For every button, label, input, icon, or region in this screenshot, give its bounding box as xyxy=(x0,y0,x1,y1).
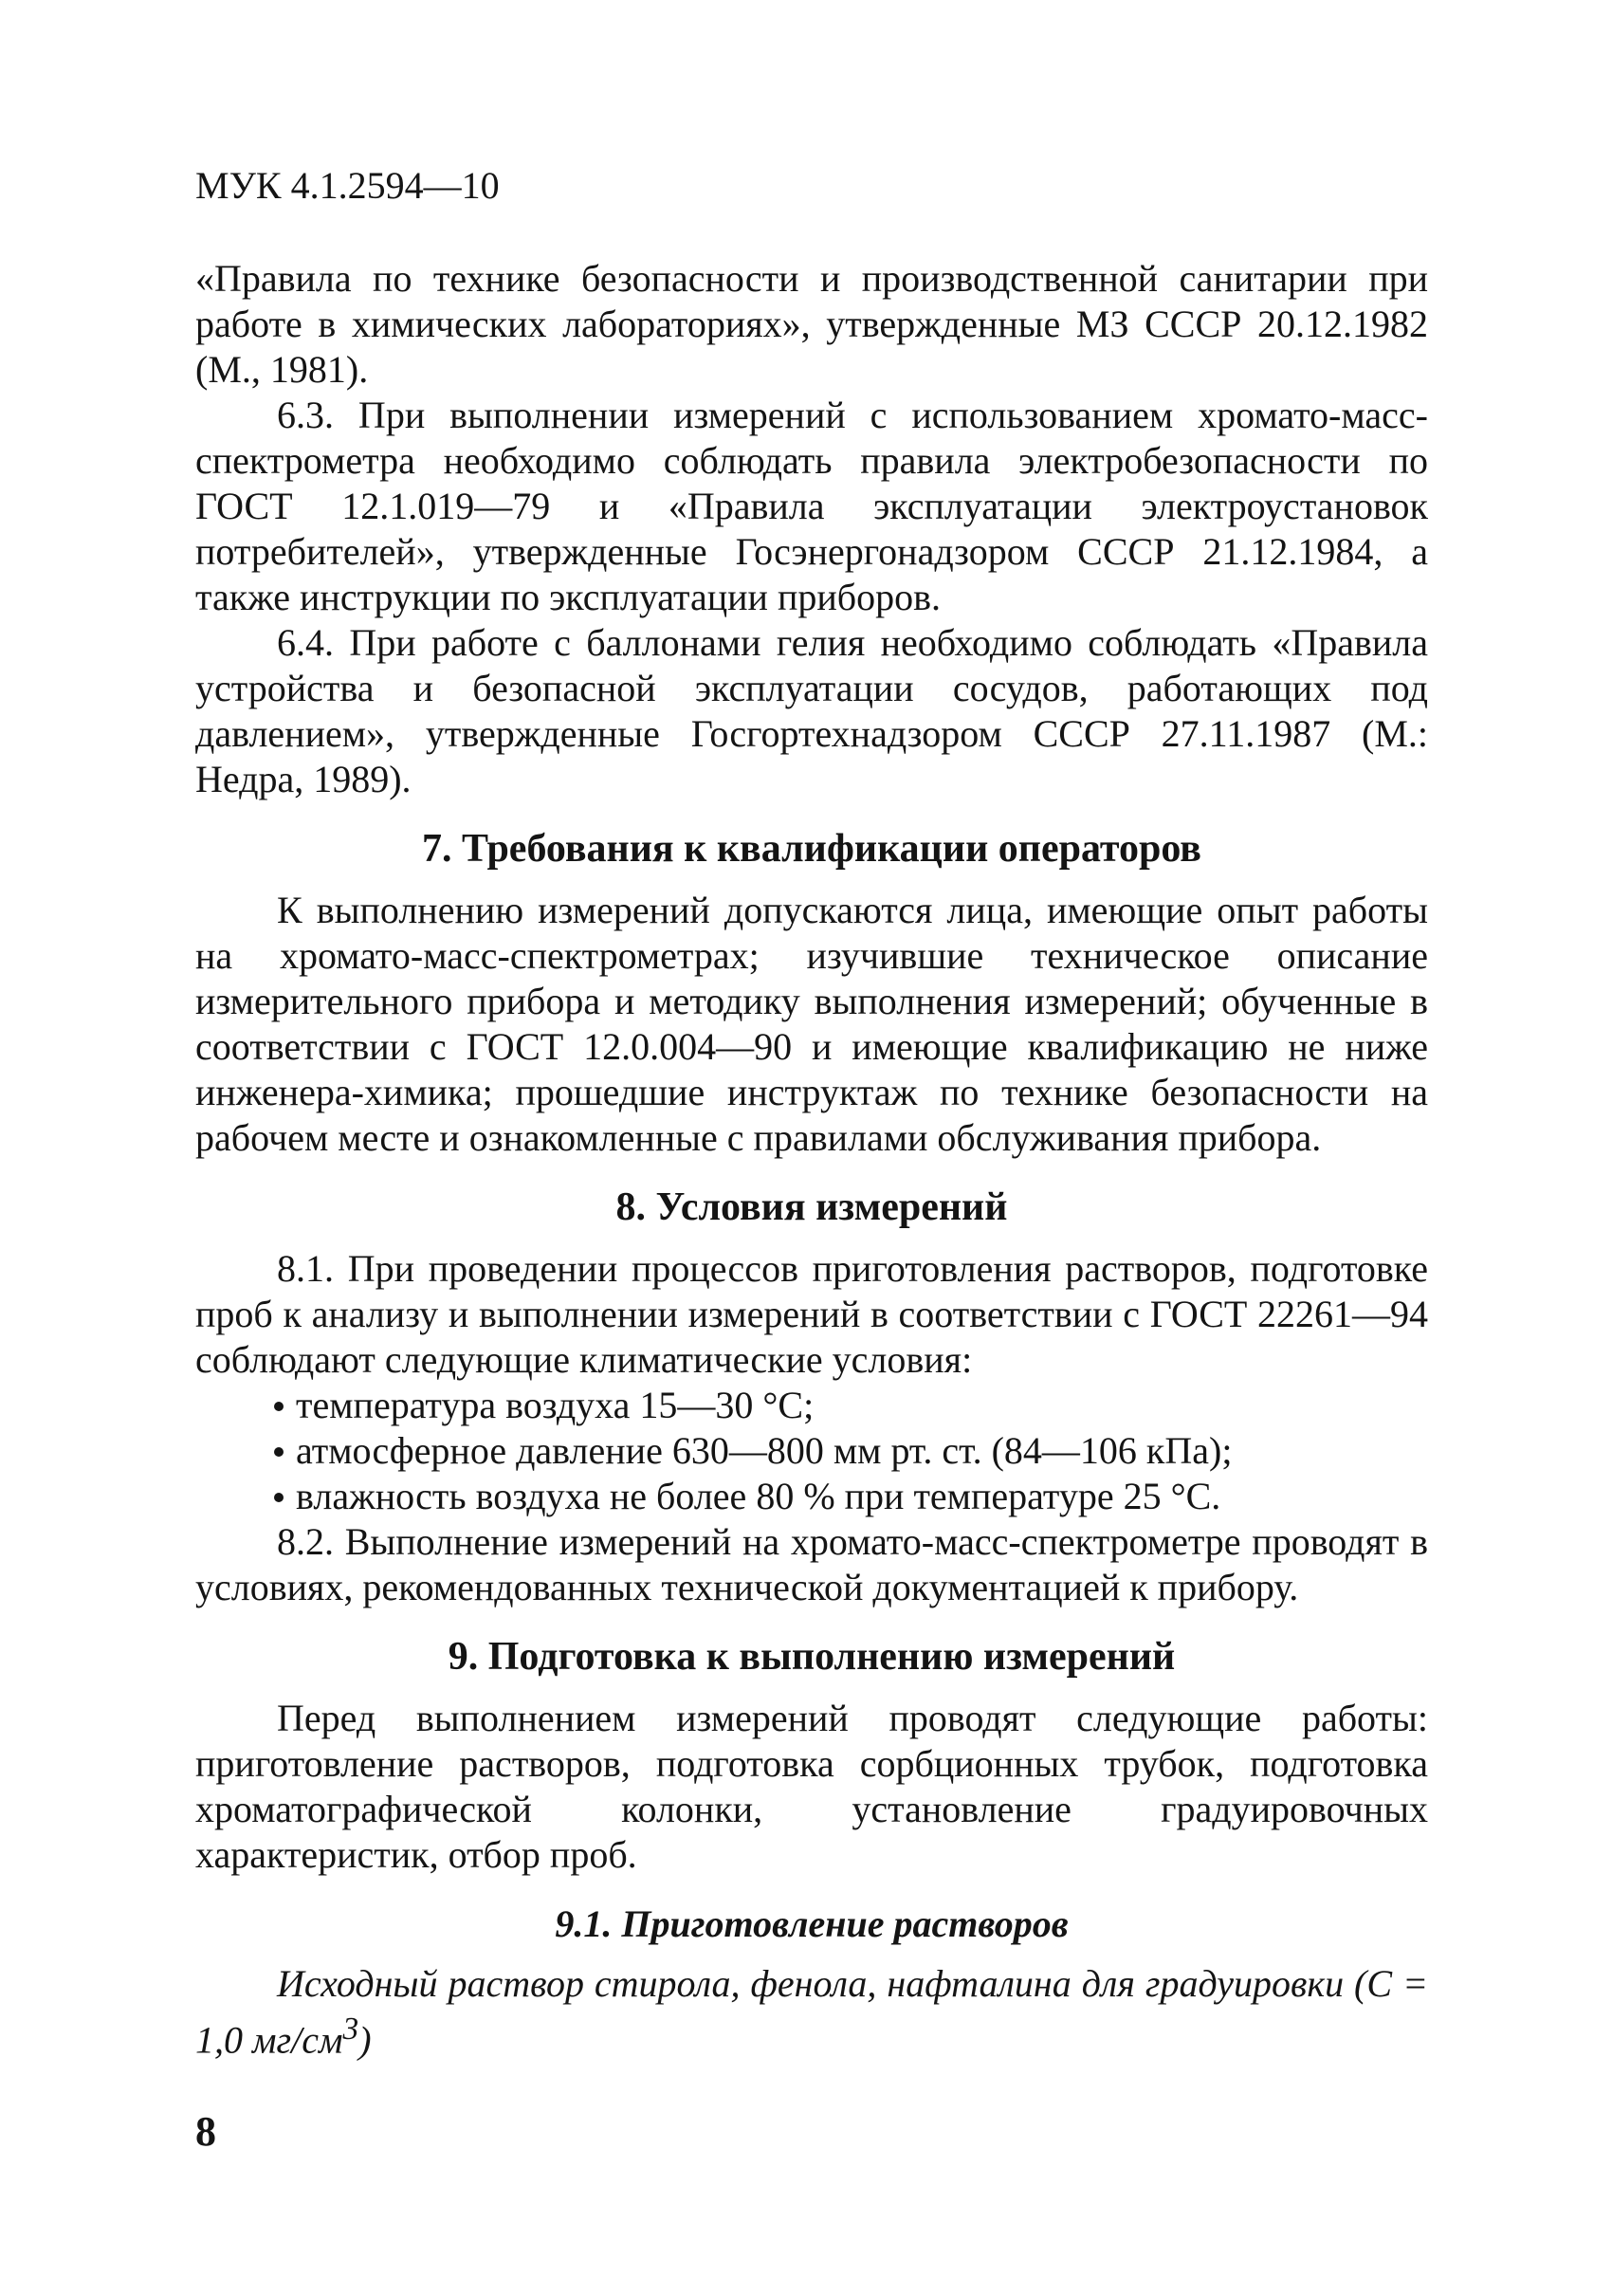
list-item-text: атмосферное давление 630—800 мм рт. ст. (84—106 кПа); xyxy=(296,1429,1233,1472)
document-code-header: МУК 4.1.2594—10 xyxy=(195,164,500,207)
bullet-icon xyxy=(274,1402,284,1411)
subsection-9-1-title: 9.1. Приготовление растворов xyxy=(555,1902,1069,1945)
list-item-text: температура воздуха 15—30 °С; xyxy=(296,1384,815,1426)
bullet-icon xyxy=(274,1493,284,1502)
list-item-text: влажность воздуха не более 80 % при температуре 25 °С. xyxy=(296,1475,1221,1517)
stock-solution-heading xyxy=(195,1961,1428,2063)
list-item xyxy=(195,1383,1428,1428)
paragraph-8-1: 8.1. При проведении процессов приготовления растворов, подготовке проб к анализу и выполнении измерений в соответствии с ГОСТ 22261—94 соблюдают следующие климатические условия: xyxy=(195,1247,1428,1381)
section-9-text: Перед выполнением измерений проводят следующие работы: приготовление растворов, подготовка сорбционных трубок, подготовка хроматографической колонки, установление градуировочных характеристик, отбор проб. xyxy=(195,1697,1428,1876)
section-7-text: К выполнению измерений допускаются лица, имеющие опыт работы на хромато-масс-спектрометрах; изучившие техническое описание измерительного прибора и методику выполнения измерений; обученные в соответствии с ГОСТ 12.0.004—90 и имеющие квалификацию не ниже инженера-химика; прошедшие инструктаж по технике безопасности на рабочем месте и ознакомленные с правилами обслуживания прибора. xyxy=(195,889,1428,1159)
stock-solution-text: Исходный раствор стирола, фенола, нафталина для градуировки (С = 1,0 мг/см xyxy=(195,1962,1428,2062)
paragraph-8-2: 8.2. Выполнение измерений на хромато-масс-спектрометре проводят в условиях, рекомендованных технической документацией к прибору. xyxy=(195,1520,1428,1608)
paragraph-6-3: 6.3. При выполнении измерений с использованием хромато-масс-спектрометра необходимо соблюдать правила электробезопасности по ГОСТ 12.1.019—79 и «Правила эксплуатации электроустановок потребителей», утвержденные Госэнергонадзором СССР 21.12.1984, а также инструкции по эксплуатации приборов. xyxy=(195,394,1428,618)
climate-conditions-list xyxy=(195,1383,1428,1519)
section-8-title: 8. Условия измерений xyxy=(615,1185,1008,1229)
section-7-title: 7. Требования к квалификации операторов xyxy=(422,827,1201,871)
paragraph-rules-reference: «Правила по технике безопасности и производственной санитарии при работе в химических лабораториях», утвержденные МЗ СССР 20.12.1982 (М., 1981). xyxy=(195,257,1428,391)
bullet-icon xyxy=(274,1447,284,1457)
list-item xyxy=(195,1428,1428,1474)
paragraph-6-4: 6.4. При работе с баллонами гелия необходимо соблюдать «Правила устройства и безопасной эксплуатации сосудов, работающих под давлением», утвержденные Госгортехнадзором СССР 27.11.1987 (М.: Недра, 1989). xyxy=(195,621,1428,800)
page-number: 8 xyxy=(195,2108,216,2155)
page-content xyxy=(195,161,1428,2063)
stock-solution-close: ) xyxy=(358,2018,372,2062)
list-item xyxy=(195,1474,1428,1519)
superscript-exponent: 3 xyxy=(342,2011,359,2047)
section-9-title: 9. Подготовка к выполнению измерений xyxy=(448,1635,1176,1679)
